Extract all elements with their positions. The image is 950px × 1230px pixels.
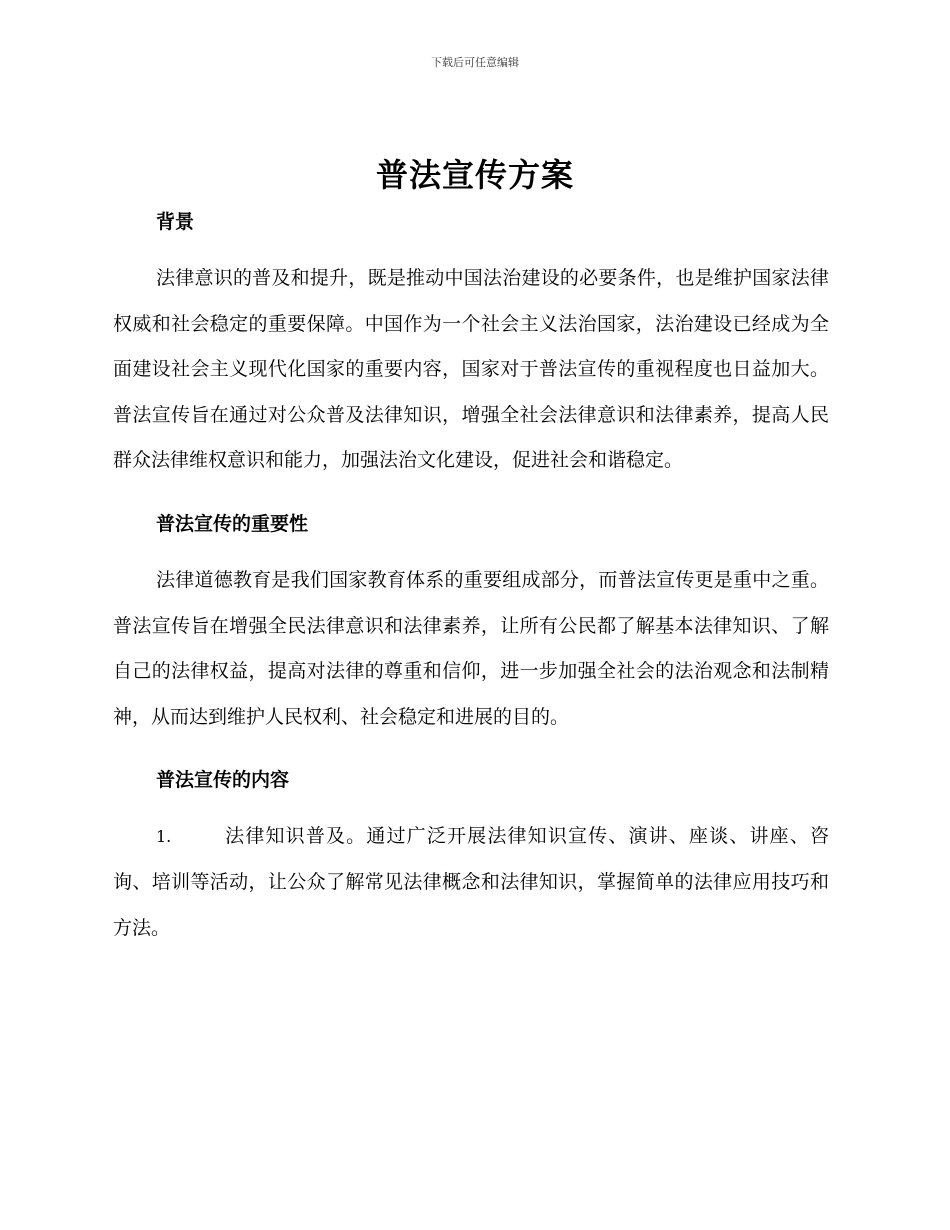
list-item-text: 法律知识普及。通过广泛开展法律知识宣传、演讲、座谈、讲座、咨询、培训等活动，让公众了解常见法律概念和法律知识，掌握简单的法律应用技巧和方法。: [113, 825, 829, 939]
list-item-number: 1.: [156, 827, 172, 847]
document-title: 普法宣传方案: [375, 156, 574, 194]
section-paragraph-importance: 法律道德教育是我们国家教育体系的重要组成部分，而普法宣传更是重中之重。普法宣传旨在增强全民法律意识和法律素养，让所有公民都了解基本法律知识、了解自己的法律权益，提高对法律的尊重和信仰，进一步加强全社会的法治观念和法制精神，从而达到维护人民权利、社会稳定和进展的目的。: [113, 568, 829, 728]
list-item: [113, 814, 829, 951]
document-body: [113, 204, 829, 951]
section-heading-background: 背景: [156, 211, 195, 233]
section-paragraph-background: 法律意识的普及和提升，既是推动中国法治建设的必要条件，也是维护国家法律权威和社会稳定的重要保障。中国作为一个社会主义法治国家，法治建设已经成为全面建设社会主义现代化国家的重要内容，国家对于普法宣传的重视程度也日益加大。普法宣传旨在通过对公众普及法律知识，增强全社会法律意识和法律素养，提高人民群众法律维权意识和能力，加强法治文化建设，促进社会和谐稳定。: [113, 267, 829, 472]
page-header-note: 下载后可任意编辑: [431, 56, 519, 69]
section-heading-content: 普法宣传的内容: [156, 769, 290, 792]
section-heading-importance: 普法宣传的重要性: [156, 512, 309, 535]
